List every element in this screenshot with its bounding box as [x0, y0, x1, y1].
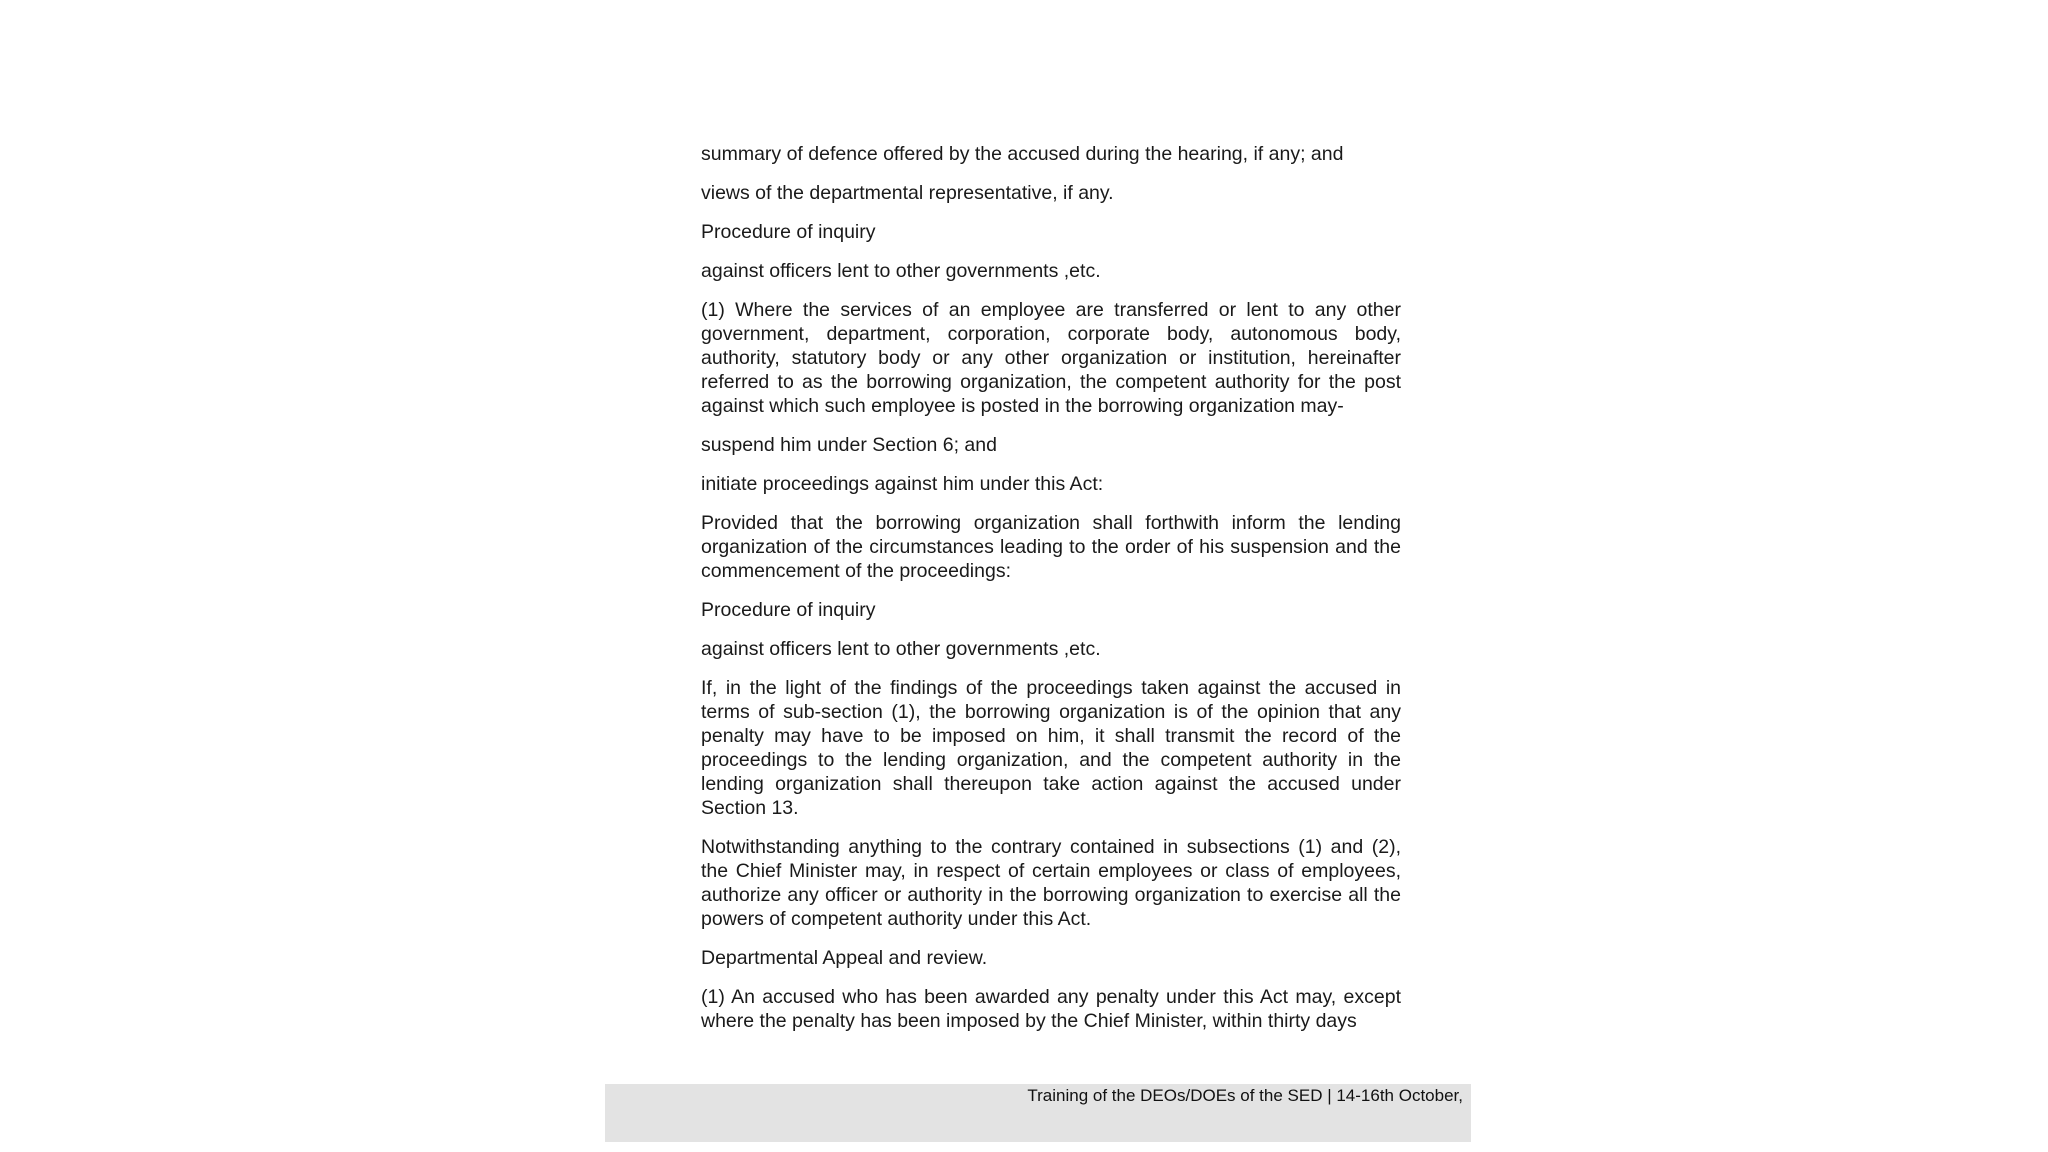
paragraph-initiate-proceedings: initiate proceedings against him under this Act:: [701, 473, 1104, 495]
paragraph-suspend-him: suspend him under Section 6; and: [701, 434, 997, 456]
section-subheading-officers-lent: against officers lent to other governments ,etc.: [701, 260, 1101, 282]
paragraph-services-transferred: (1) Where the services of an employee are transferred or lent to any other government, department, corporation, corporate body, autonomous body, authority, statutory body or any other organization or institution, hereinafter referred to as the borrowing organization, the competent authority for the post against which such employee is posted in the borrowing organization may-: [701, 299, 1401, 417]
section-heading-procedure-of-inquiry-repeat: Procedure of inquiry: [701, 599, 876, 621]
section-heading-procedure-of-inquiry: Procedure of inquiry: [701, 221, 876, 243]
footer-training-caption: Training of the DEOs/DOEs of the SED | 14-16th October,: [1027, 1086, 1463, 1105]
paragraph-summary-of-defence: summary of defence offered by the accused during the hearing, if any; and: [701, 143, 1344, 165]
page-footer: [605, 1084, 1471, 1142]
paragraph-views-representative: views of the departmental representative, if any.: [701, 182, 1114, 204]
paragraph-notwithstanding: Notwithstanding anything to the contrary contained in subsections (1) and (2), the Chief Minister may, in respect of certain employees or class of employees, authorize any officer or authority in the borrowing organization to exercise all the powers of competent authority under this Act.: [701, 836, 1401, 930]
document-body: [701, 142, 1401, 1032]
section-subheading-officers-lent-repeat: against officers lent to other governments ,etc.: [701, 638, 1101, 660]
section-heading-departmental-appeal: Departmental Appeal and review.: [701, 947, 988, 969]
paragraph-accused-appeal: (1) An accused who has been awarded any penalty under this Act may, except where the penalty has been imposed by the Chief Minister, within thirty days: [701, 986, 1401, 1032]
paragraph-provided-that: Provided that the borrowing organization shall forthwith inform the lending organization of the circumstances leading to the order of his suspension and the commencement of the proceedings:: [701, 512, 1401, 582]
paragraph-findings-of-proceedings: If, in the light of the findings of the proceedings taken against the accused in terms of sub-section (1), the borrowing organization is of the opinion that any penalty may have to be imposed on him, it shall transmit the record of the proceedings to the lending organization, and the competent authority in the lending organization shall thereupon take action against the accused under Section 13.: [701, 677, 1401, 819]
